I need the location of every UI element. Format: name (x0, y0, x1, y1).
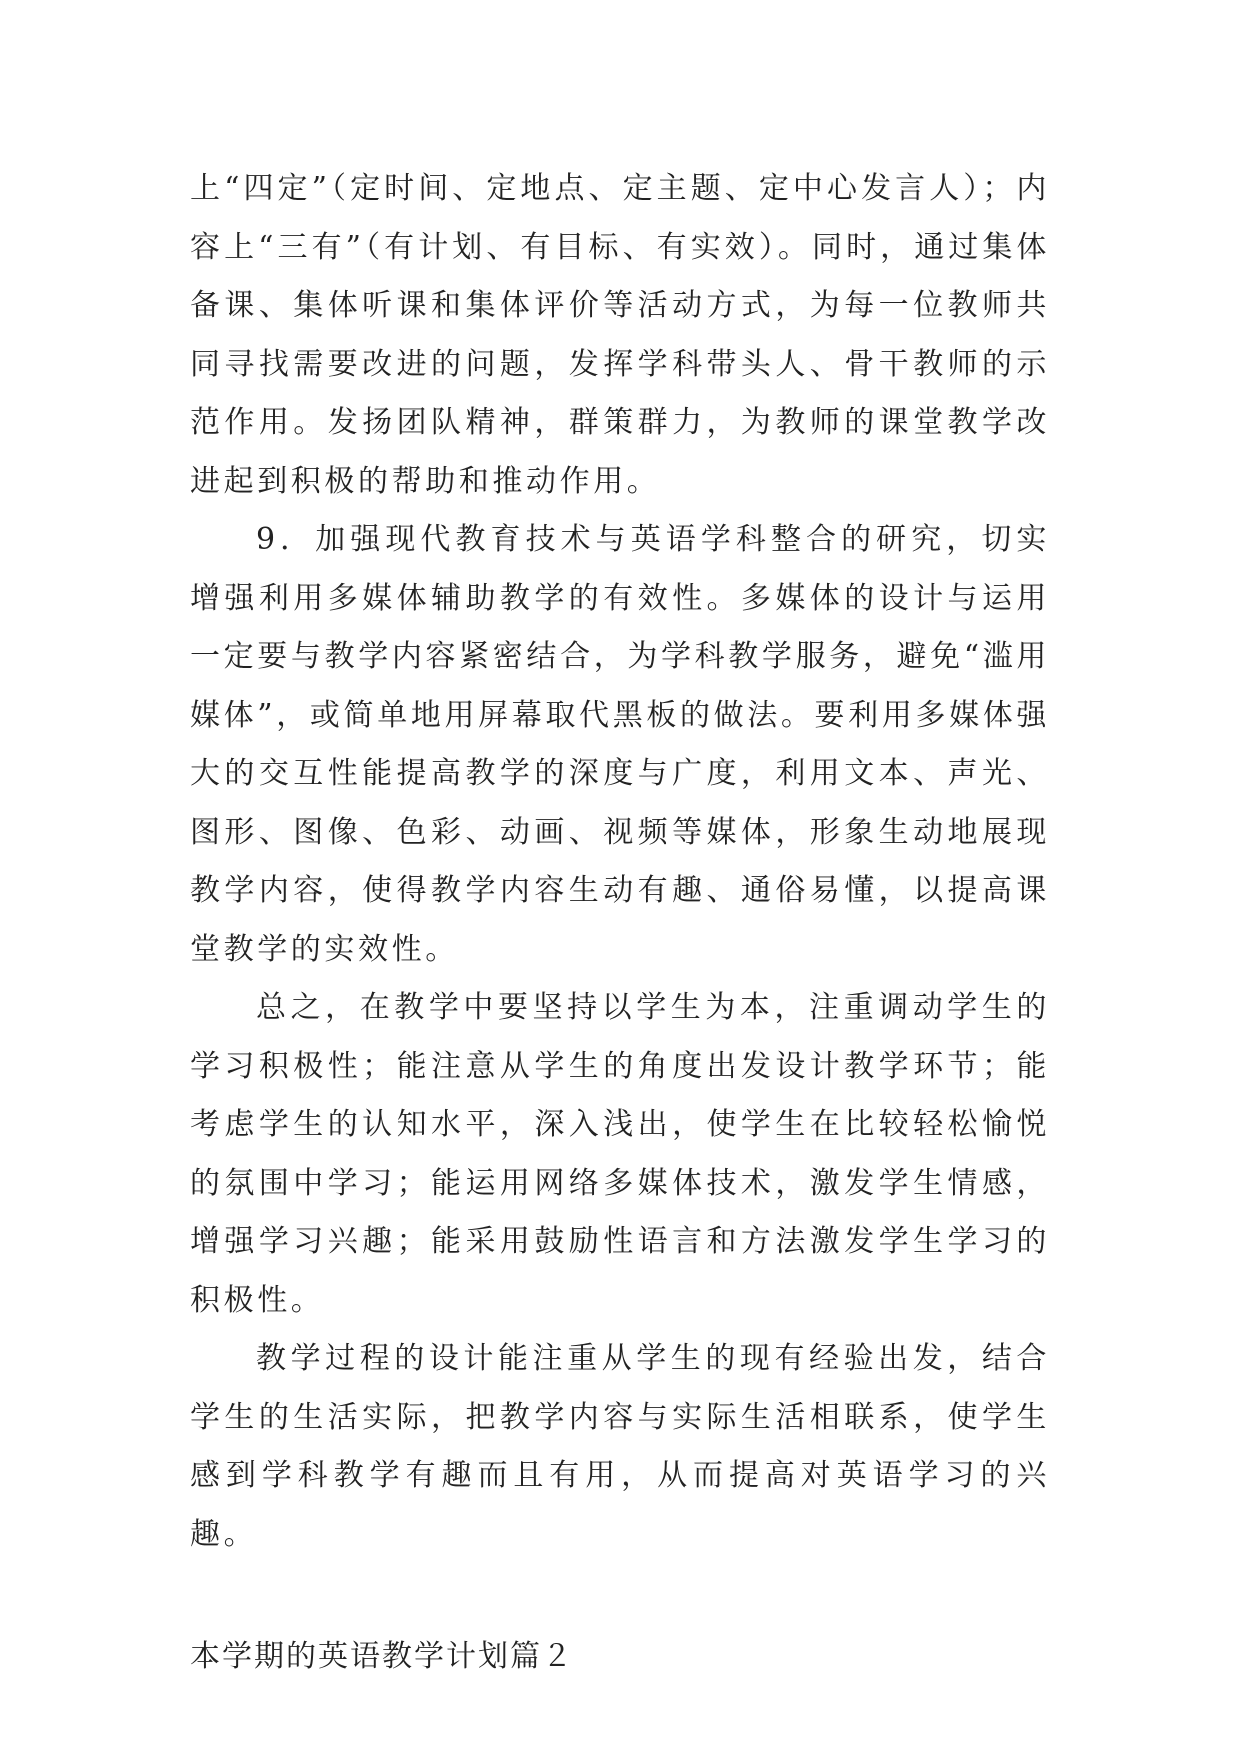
paragraph-summary: 总之，在教学中要坚持以学生为本，注重调动学生的学习积极性；能注意从学生的角度出发设计教学环节；能考虑学生的认知水平，深入浅出，使学生在比较轻松愉悦的氛围中学习；能运用网络多媒体技术，激发学生情感，增强学习兴趣；能采用鼓励性语言和方法激发学生学习的积极性。 (190, 990, 1050, 1318)
document-body (190, 160, 1050, 1687)
paragraph-continuation: 上“四定”（定时间、定地点、定主题、定中心发言人）；内容上“三有”（有计划、有目标、有实效）。同时，通过集体备课、集体听课和集体评价等活动方式，为每一位教师共同寻找需要改进的问题，发挥学科带头人、骨干教师的示范作用。发扬团队精神，群策群力，为教师的课堂教学改进起到积极的帮助和推动作用。 (190, 171, 1050, 499)
paragraph-item-9: 9．加强现代教育技术与英语学科整合的研究，切实增强利用多媒体辅助教学的有效性。多媒体的设计与运用一定要与教学内容紧密结合，为学科教学服务，避免“滥用媒体”，或简单地用屏幕取代黑板的做法。要利用多媒体强大的交互性能提高教学的深度与广度，利用文本、声光、图形、图像、色彩、动画、视频等媒体，形象生动地展现教学内容，使得教学内容生动有趣、通俗易懂，以提高课堂教学的实效性。 (190, 522, 1050, 967)
section-heading: 本学期的英语教学计划篇２ (190, 1639, 574, 1674)
paragraph-teaching-process: 教学过程的设计能注重从学生的现有经验出发，结合学生的生活实际，把教学内容与实际生活相联系，使学生感到学科教学有趣而且有用，从而提高对英语学习的兴趣。 (190, 1341, 1050, 1552)
